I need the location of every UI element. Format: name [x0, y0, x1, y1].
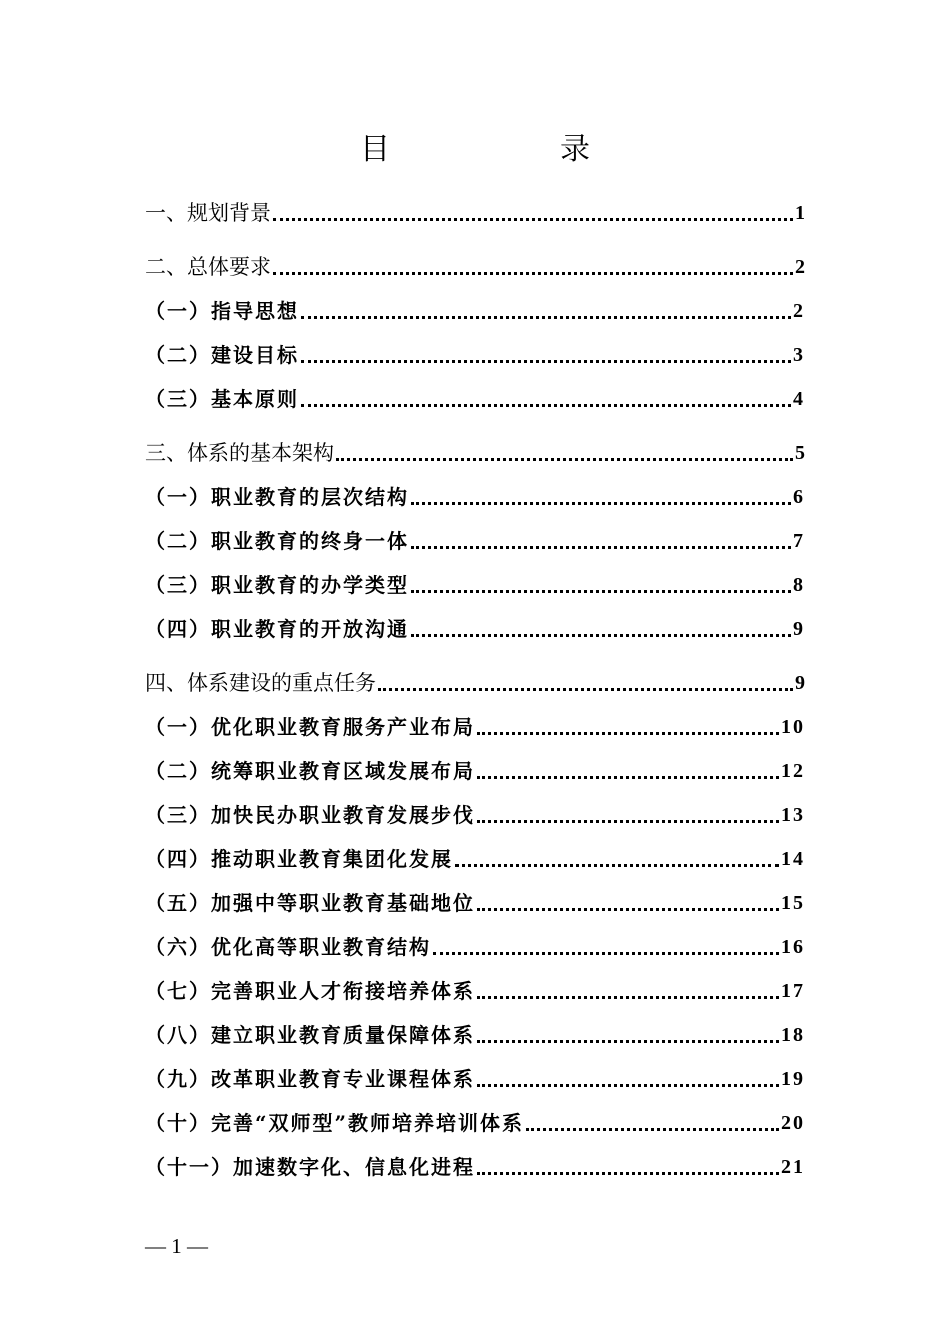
- dot-leader: [477, 1040, 779, 1043]
- dot-leader: [477, 820, 779, 823]
- toc-entry-page: 4: [793, 388, 805, 410]
- toc-entry-page: 2: [793, 300, 805, 322]
- toc-entry-label: （十一）加速数字化、信息化进程: [145, 1155, 475, 1179]
- toc-entry[interactable]: [145, 252, 805, 282]
- toc-entry-label: 四、体系建设的重点任务: [145, 671, 376, 695]
- dot-leader: [411, 634, 791, 637]
- toc-entry-page: 9: [793, 618, 805, 640]
- toc-entry-label: （九）改革职业教育专业课程体系: [145, 1067, 475, 1091]
- dot-leader: [477, 1172, 779, 1175]
- toc-entry[interactable]: [145, 614, 805, 644]
- toc-entry-label: （一）职业教育的层次结构: [145, 485, 409, 509]
- toc-entry-page: 5: [795, 442, 805, 464]
- toc-entry-page: 7: [793, 530, 805, 552]
- toc-entry[interactable]: [145, 712, 805, 742]
- toc-entry[interactable]: [145, 932, 805, 962]
- toc-entry-label: （六）优化高等职业教育结构: [145, 935, 431, 959]
- dot-leader: [273, 272, 793, 275]
- toc-entry-page: 21: [781, 1156, 805, 1178]
- toc-entry[interactable]: [145, 1020, 805, 1050]
- toc-title: 目 录: [360, 132, 660, 167]
- dot-leader: [411, 502, 791, 505]
- dot-leader: [411, 590, 791, 593]
- toc-entry[interactable]: [145, 976, 805, 1006]
- dot-leader: [477, 996, 779, 999]
- toc-entry-page: 20: [781, 1112, 805, 1134]
- toc-entry[interactable]: [145, 1108, 805, 1138]
- dot-leader: [301, 316, 791, 319]
- toc-entry-label: （三）职业教育的办学类型: [145, 573, 409, 597]
- dot-leader: [378, 688, 793, 691]
- dot-leader: [477, 776, 779, 779]
- page-number-footer: — 1 —: [145, 1234, 208, 1258]
- toc-entry[interactable]: [145, 1064, 805, 1094]
- toc-entry[interactable]: [145, 844, 805, 874]
- toc-entry-label: （二）建设目标: [145, 343, 299, 367]
- toc-entry-label: （五）加强中等职业教育基础地位: [145, 891, 475, 915]
- toc-entry-page: 10: [781, 716, 805, 738]
- toc-entry-page: 17: [781, 980, 805, 1002]
- toc-entry[interactable]: [145, 526, 805, 556]
- toc-entry[interactable]: [145, 570, 805, 600]
- toc-entry[interactable]: [145, 800, 805, 830]
- toc-entry-label: 二、总体要求: [145, 255, 271, 279]
- toc-entry[interactable]: [145, 756, 805, 786]
- toc-entry-label: （三）加快民办职业教育发展步伐: [145, 803, 475, 827]
- toc-entry[interactable]: [145, 1152, 805, 1182]
- toc-entry[interactable]: [145, 668, 805, 698]
- toc-entry-page: 19: [781, 1068, 805, 1090]
- toc-entry-label: （一）优化职业教育服务产业布局: [145, 715, 475, 739]
- toc-entry-label: （三）基本原则: [145, 387, 299, 411]
- dot-leader: [273, 218, 793, 221]
- toc-entry[interactable]: [145, 888, 805, 918]
- toc-entry-label: （四）推动职业教育集团化发展: [145, 847, 453, 871]
- dot-leader: [336, 458, 793, 461]
- toc-entry-page: 9: [795, 672, 805, 694]
- toc-entry-page: 2: [795, 256, 805, 278]
- dot-leader: [301, 360, 791, 363]
- dot-leader: [411, 546, 791, 549]
- toc-entry[interactable]: [145, 438, 805, 468]
- toc-entry-page: 3: [793, 344, 805, 366]
- toc-entry-page: 12: [781, 760, 805, 782]
- toc-entry-page: 18: [781, 1024, 805, 1046]
- toc-entry[interactable]: [145, 340, 805, 370]
- dot-leader: [526, 1128, 779, 1131]
- toc-entry-label: （二）统筹职业教育区域发展布局: [145, 759, 475, 783]
- toc-entry-label: （一）指导思想: [145, 299, 299, 323]
- toc-entry[interactable]: [145, 198, 805, 228]
- toc-entry-page: 1: [795, 202, 805, 224]
- toc-entry-page: 8: [793, 574, 805, 596]
- dot-leader: [455, 864, 779, 867]
- toc-entry-label: （二）职业教育的终身一体: [145, 529, 409, 553]
- dot-leader: [477, 732, 779, 735]
- toc-entry[interactable]: [145, 482, 805, 512]
- dot-leader: [477, 908, 779, 911]
- toc-entry-page: 16: [781, 936, 805, 958]
- dot-leader: [477, 1084, 779, 1087]
- toc-entry-page: 13: [781, 804, 805, 826]
- toc-entry-page: 14: [781, 848, 805, 870]
- toc-entry-label: 一、规划背景: [145, 201, 271, 225]
- toc-entry-label: （十）完善“双师型”教师培养培训体系: [145, 1111, 525, 1135]
- dot-leader: [433, 952, 779, 955]
- toc-entry-label: （七）完善职业人才衔接培养体系: [145, 979, 475, 1003]
- toc-entry[interactable]: [145, 384, 805, 414]
- toc-entry-label: （八）建立职业教育质量保障体系: [145, 1023, 475, 1047]
- toc-entry[interactable]: [145, 296, 805, 326]
- toc-entry-label: （四）职业教育的开放沟通: [145, 617, 409, 641]
- toc-entry-page: 15: [781, 892, 805, 914]
- toc-entry-page: 6: [793, 486, 805, 508]
- toc-entry-label: 三、体系的基本架构: [145, 441, 334, 465]
- dot-leader: [301, 404, 791, 407]
